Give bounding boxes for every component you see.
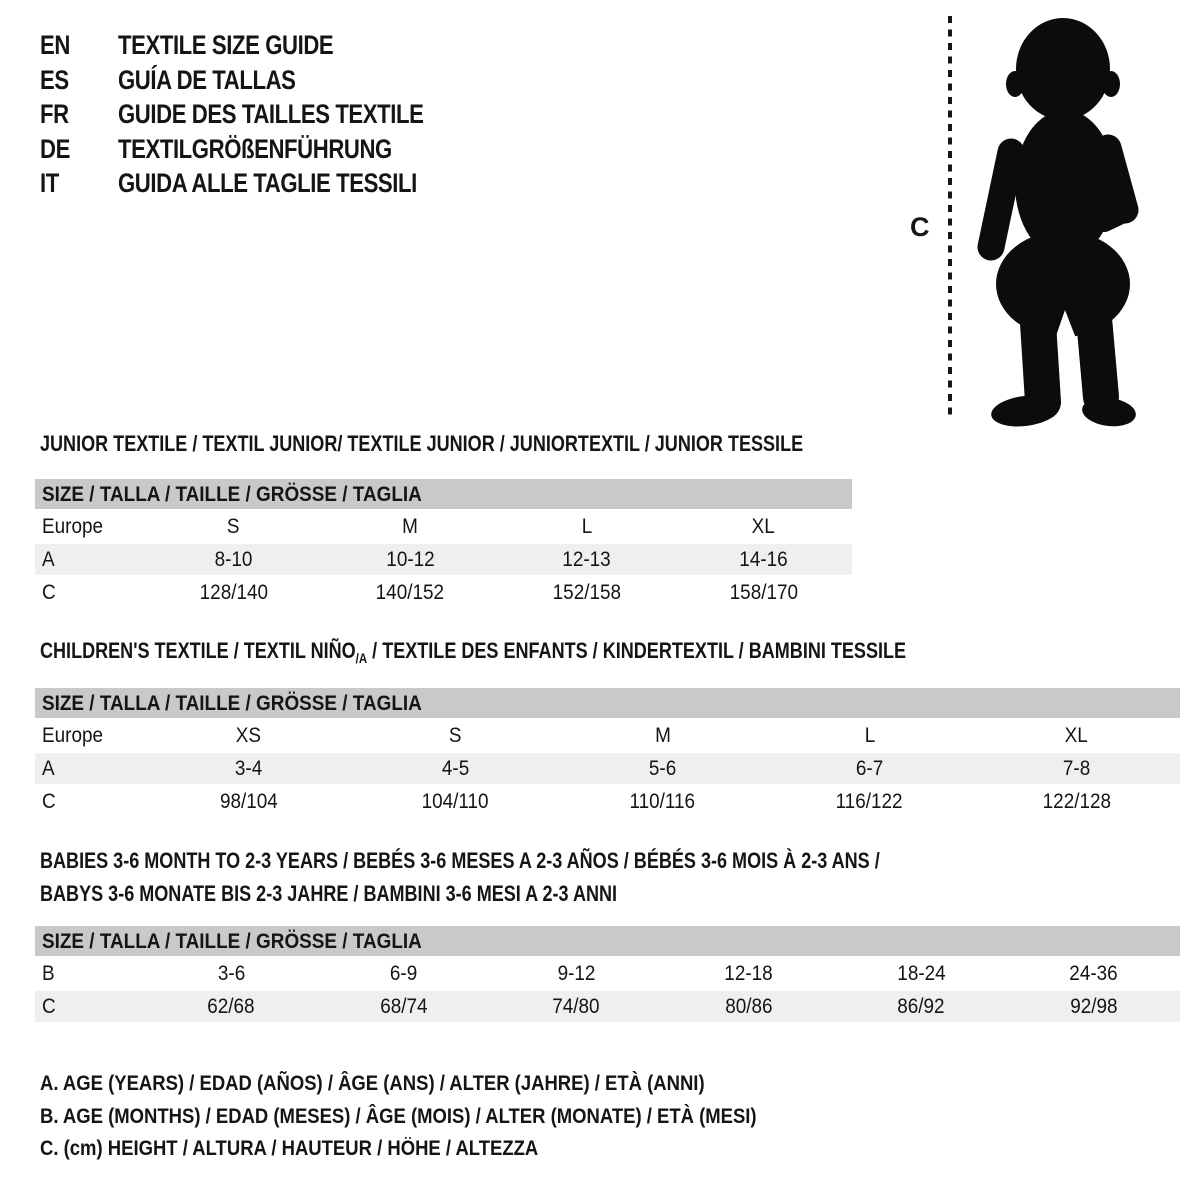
- table-row: [35, 577, 852, 608]
- table-cell: [318, 958, 491, 989]
- language-row-fr: [40, 97, 491, 132]
- cell-text: 18-24: [897, 961, 946, 985]
- table-cell: [322, 544, 499, 575]
- table-cell: [559, 786, 766, 817]
- table-header-text: SIZE / TALLA / TAILLE / GRÖSSE / TAGLIA: [42, 482, 422, 506]
- cell-text: 5-6: [648, 756, 677, 780]
- toddler-silhouette-shapes: [989, 18, 1137, 427]
- table-cell: [835, 958, 1008, 989]
- cell-text: 92/98: [1070, 994, 1118, 1018]
- cell-text: 3-6: [217, 961, 245, 985]
- cell-text: 6-9: [390, 961, 418, 985]
- cell-text: 86/92: [897, 994, 945, 1018]
- cell-text: 68/74: [380, 994, 428, 1018]
- cell-text: 98/104: [219, 789, 278, 813]
- guide-title: [118, 166, 483, 201]
- language-code: [40, 28, 118, 63]
- cell-text: 62/68: [207, 994, 255, 1018]
- guide-title: [118, 63, 335, 98]
- cell-text: A: [42, 756, 55, 780]
- language-row-es: [40, 63, 491, 98]
- table-cell: [322, 511, 499, 542]
- table-cell: [490, 991, 663, 1022]
- table-header: [35, 926, 1180, 956]
- row-label: [35, 577, 145, 608]
- cell-text: 74/80: [552, 994, 600, 1018]
- language-code-text: DE: [40, 133, 70, 164]
- cell-text: B: [42, 961, 55, 985]
- guide-title: [118, 28, 381, 63]
- children-section-title-text: [40, 638, 906, 666]
- cell-text: Europe: [42, 723, 104, 747]
- table-cell: [1008, 991, 1181, 1022]
- cell-text: 128/140: [199, 580, 268, 604]
- table-cell: [973, 720, 1180, 751]
- row-label: [35, 958, 145, 989]
- cell-text: 24-36: [1069, 961, 1118, 985]
- junior-section-title-text: JUNIOR TEXTILE / TEXTIL JUNIOR/ TEXTILE JUNIOR / JUNIORTEXTIL / JUNIOR TESSILE: [40, 431, 804, 456]
- cell-text: S: [227, 514, 240, 538]
- row-label: [35, 991, 145, 1022]
- cell-text: 152/158: [552, 580, 622, 604]
- cell-text: 140/152: [375, 580, 445, 604]
- table-cell: [145, 753, 352, 784]
- table-cell: [352, 720, 559, 751]
- children-title-prefix: CHILDREN'S TEXTILE / TEXTIL NIÑO: [40, 638, 356, 663]
- table-cell: [499, 511, 676, 542]
- nino-a-subscript: /A: [355, 650, 368, 666]
- height-measure-label-c: C: [910, 212, 930, 242]
- table-cell: [675, 511, 852, 542]
- table-row: [35, 511, 852, 542]
- junior-section-title: [40, 431, 971, 457]
- table-cell: [145, 720, 352, 751]
- table-cell: [559, 753, 766, 784]
- table-cell: [352, 753, 559, 784]
- cell-text: 104/110: [422, 789, 489, 813]
- children-size-table: [35, 688, 1180, 817]
- cell-text: C: [42, 580, 56, 604]
- cell-text: L: [581, 514, 593, 538]
- table-cell: [1008, 958, 1181, 989]
- cell-text: 10-12: [385, 547, 435, 571]
- table-cell: [766, 753, 973, 784]
- legend-line-c-text: C. (cm) HEIGHT / ALTURA / HAUTEUR / HÖHE / ALTEZZA: [40, 1137, 539, 1160]
- language-code-text: ES: [40, 64, 69, 95]
- table-cell: [318, 991, 491, 1022]
- guide-title-text: GUÍA DE TALLAS: [118, 64, 296, 95]
- guide-title-text: TEXTILGRÖßENFÜHRUNG: [118, 133, 392, 164]
- language-row-it: [40, 166, 491, 201]
- language-code: [40, 166, 118, 201]
- table-cell: [352, 786, 559, 817]
- table-cell: [559, 720, 766, 751]
- cell-text: 116/122: [836, 789, 903, 813]
- language-code: [40, 63, 118, 98]
- legend-line-b-text: B. AGE (MONTHS) / EDAD (MESES) / ÂGE (MOIS) / ALTER (MONATE) / ETÀ (MESI): [40, 1104, 757, 1128]
- language-code-text: IT: [40, 168, 59, 199]
- table-cell: [145, 958, 318, 989]
- row-label: [35, 720, 145, 751]
- cell-text: Europe: [42, 514, 104, 538]
- legend-line-b: [40, 1101, 854, 1134]
- table-cell: [490, 958, 663, 989]
- toddler-silhouette-image: [962, 12, 1164, 427]
- table-row: [35, 786, 1180, 817]
- cell-text: 3-4: [234, 756, 263, 780]
- table-row: [35, 544, 852, 575]
- table-header-text: SIZE / TALLA / TAILLE / GRÖSSE / TAGLIA: [42, 691, 422, 715]
- cell-text: 158/170: [729, 580, 798, 604]
- legend-line-a-text: A. AGE (YEARS) / EDAD (AÑOS) / ÂGE (ANS) / ALTER (JAHRE) / ETÀ (ANNI): [40, 1072, 705, 1095]
- cell-text: 6-7: [855, 756, 884, 780]
- junior-size-table: [35, 479, 852, 608]
- table-cell: [663, 991, 836, 1022]
- cell-text: S: [449, 723, 462, 747]
- table-cell: [145, 991, 318, 1022]
- table-row: [35, 753, 1180, 784]
- table-cell: [145, 511, 322, 542]
- babies-section-title: [40, 845, 1064, 910]
- guide-title: [118, 97, 491, 132]
- cell-text: 4-5: [441, 756, 470, 780]
- language-code: [40, 132, 118, 167]
- table-cell: [675, 577, 852, 608]
- table-cell: [499, 544, 676, 575]
- guide-title-text: TEXTILE SIZE GUIDE: [118, 30, 334, 60]
- table-cell: [973, 753, 1180, 784]
- row-label: [35, 753, 145, 784]
- table-row: [35, 991, 1180, 1022]
- table-cell: [766, 786, 973, 817]
- table-cell: [675, 544, 852, 575]
- cell-text: 14-16: [739, 547, 788, 571]
- language-code-text: EN: [40, 30, 70, 60]
- guide-title-text: GUIDA ALLE TAGLIE TESSILI: [118, 168, 417, 199]
- cell-text: 12-13: [562, 547, 612, 571]
- table-cell: [145, 786, 352, 817]
- cell-text: C: [42, 789, 56, 813]
- language-code: [40, 97, 118, 132]
- table-cell: [835, 991, 1008, 1022]
- cell-text: XS: [235, 723, 262, 747]
- guide-title: [118, 132, 452, 167]
- guide-title-text: GUIDE DES TAILLES TEXTILE: [118, 99, 424, 130]
- legend-line-c: [40, 1133, 854, 1166]
- height-measure-dotted-line: [948, 16, 952, 416]
- babies-size-table: [35, 926, 1180, 1022]
- cell-text: L: [864, 723, 875, 747]
- language-row-en: [40, 28, 491, 63]
- table-row: [35, 958, 1180, 989]
- table-header-text: SIZE / TALLA / TAILLE / GRÖSSE / TAGLIA: [42, 929, 422, 953]
- cell-text: 80/86: [725, 994, 773, 1018]
- babies-title-line1: BABIES 3-6 MONTH TO 2-3 YEARS / BEBÉS 3-6 MESES A 2-3 AÑOS / BÉBÉS 3-6 MOIS À 2-3 ANS /: [40, 848, 880, 873]
- table-cell: [499, 577, 676, 608]
- table-row: [35, 720, 1180, 751]
- babies-title-line2: BABYS 3-6 MONATE BIS 2-3 JAHRE / BAMBINI 3-6 MESI A 2-3 ANNI: [40, 880, 618, 906]
- language-title-list: [40, 28, 491, 201]
- table-cell: [663, 958, 836, 989]
- language-code-text: FR: [40, 99, 69, 130]
- cell-text: 8-10: [214, 547, 253, 571]
- children-title-suffix: / TEXTILE DES ENFANTS / KINDERTEXTIL / BAMBINI TESSILE: [367, 638, 907, 663]
- children-section-title: [40, 638, 1096, 666]
- cell-text: 122/128: [1042, 789, 1111, 813]
- cell-text: M: [654, 723, 671, 747]
- cell-text: 110/116: [629, 789, 696, 813]
- cell-text: 12-18: [724, 961, 773, 985]
- language-row-de: [40, 132, 491, 167]
- cell-text: XL: [1064, 723, 1089, 747]
- legend-line-a: [40, 1068, 854, 1101]
- cell-text: M: [402, 514, 419, 538]
- cell-text: 9-12: [557, 961, 596, 985]
- table-cell: [145, 577, 322, 608]
- row-label: [35, 786, 145, 817]
- table-cell: [973, 786, 1180, 817]
- cell-text: C: [42, 994, 56, 1018]
- cell-text: 7-8: [1062, 756, 1091, 780]
- table-cell: [322, 577, 499, 608]
- table-header: [35, 479, 852, 509]
- cell-text: A: [42, 547, 55, 571]
- row-label: [35, 544, 145, 575]
- table-cell: [766, 720, 973, 751]
- cell-text: XL: [752, 514, 776, 538]
- table-cell: [145, 544, 322, 575]
- row-label: [35, 511, 145, 542]
- table-header: [35, 688, 1180, 718]
- measurement-legend: [40, 1068, 854, 1166]
